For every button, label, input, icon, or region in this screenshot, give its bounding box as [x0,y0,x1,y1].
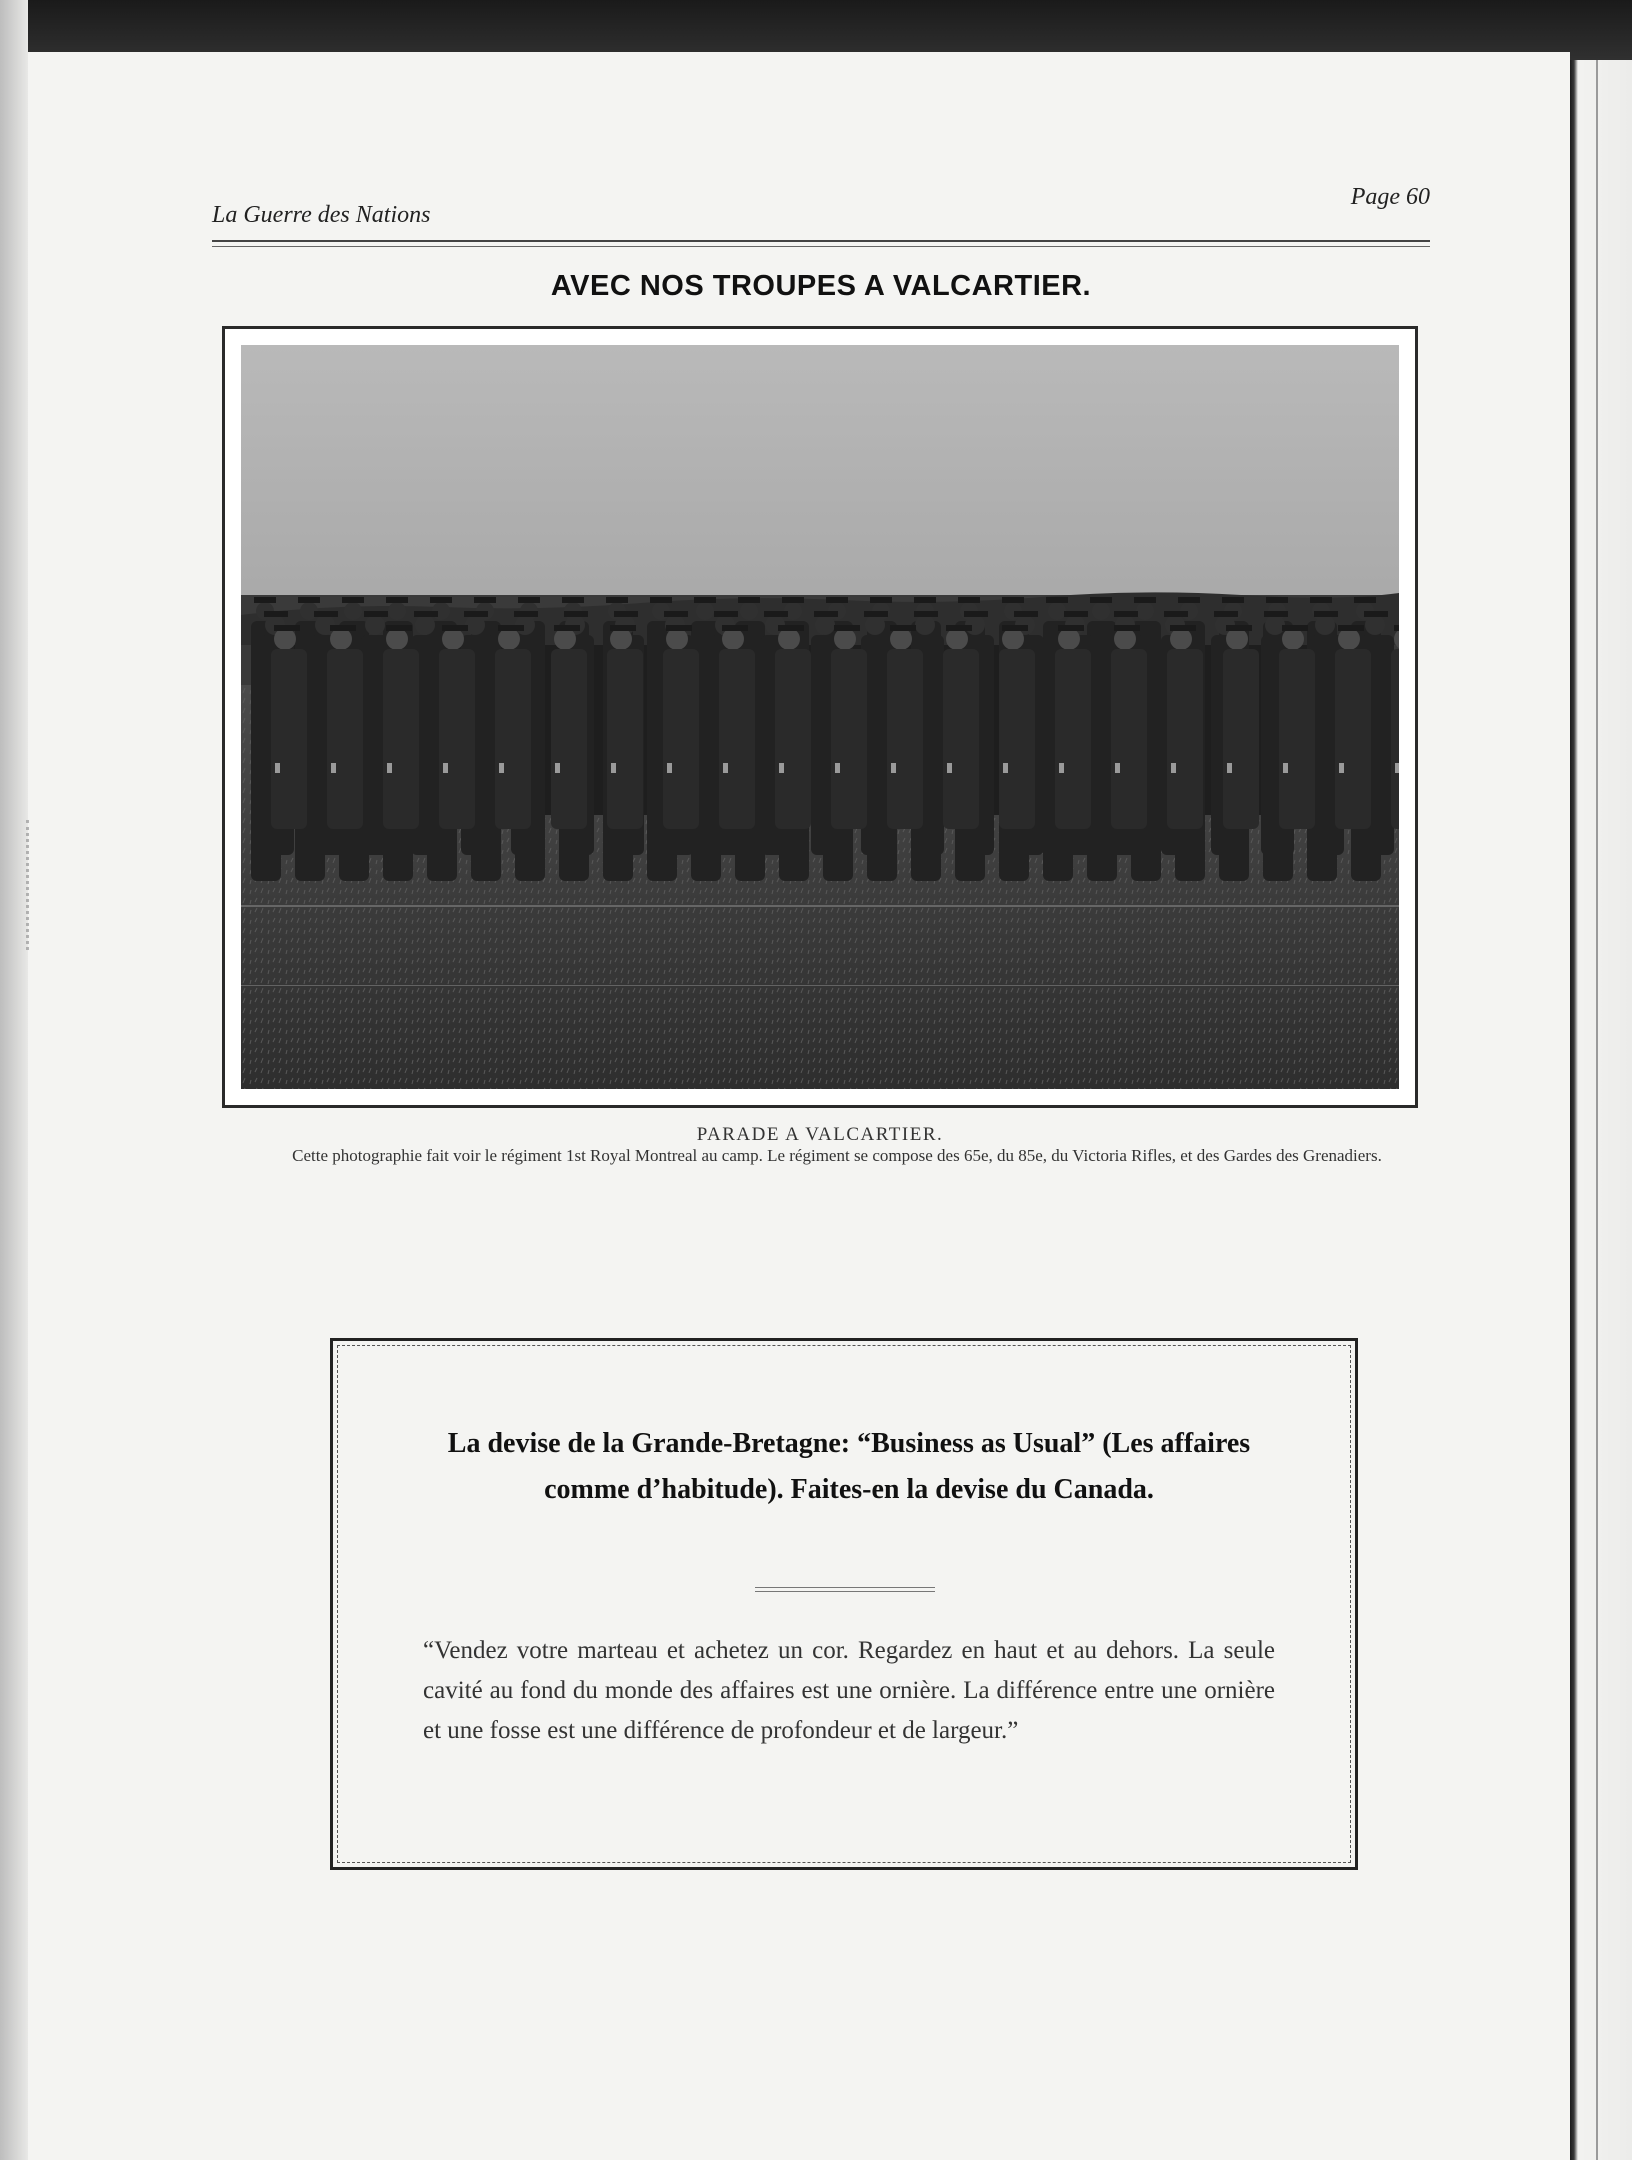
header-rule [212,240,1430,242]
parade-photo-illustration [241,345,1399,1089]
motto-box [330,1338,1358,1870]
motto-quote: “Vendez votre marteau et achetez un cor. Regardez en haut et au dehors. La seule cavité au fond du monde des affaires est une ornière. La différence entre une ornière et une fosse est une différence de profondeur et de largeur.” [423,1637,1275,1744]
photo-caption-body: Cette photographie fait voir le régiment 1st Royal Montreal au camp. Le régiment se compose des 65e, du 85e, du Victoria Rifles, et des Gardes des Grenadiers. [292,1146,1382,1165]
scan-background [0,0,1632,60]
page-headline: AVEC NOS TROUPES A VALCARTIER. [550,270,1092,302]
margin-mark [26,820,47,950]
photo-caption-title: PARADE A VALCARTIER. [696,1124,944,1145]
binding-line [1596,60,1598,2160]
motto-heading: La devise de la Grande-Bretagne: “Business as Usual” (Les affaires comme d’habitude). Faites-en la devise du Canada. [447,1428,1251,1505]
motto-divider [755,1587,935,1592]
publication-title: La Guerre des Nations [212,202,431,228]
page-left-edge [0,0,28,2160]
header-rule-thin [212,246,1430,247]
photo-frame [222,326,1418,1108]
page-right-edge [1570,60,1632,2160]
parade-photograph [241,345,1399,1089]
page-number: Page 60 [1350,184,1430,210]
running-head [212,184,1430,246]
